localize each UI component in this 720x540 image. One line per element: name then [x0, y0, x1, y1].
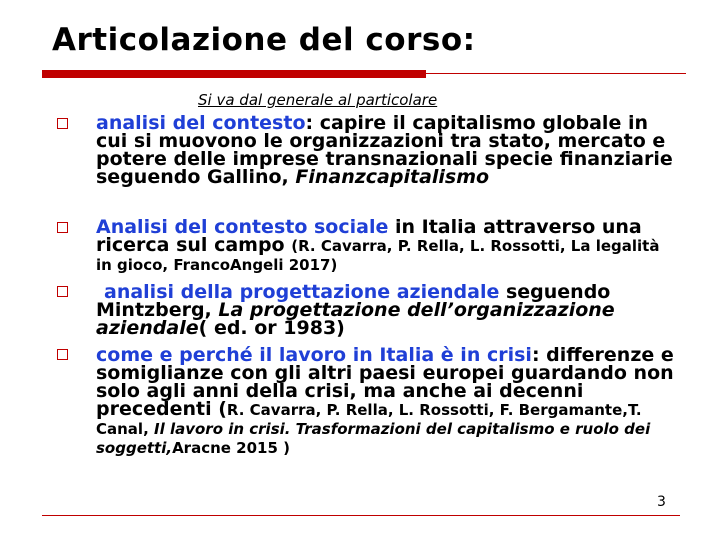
list-item: [96, 114, 676, 186]
book-title: Finanzcapitalismo: [295, 166, 490, 188]
item-reference: R. Cavarra, P. Rella, L. Rossotti, F. Bergamante,T. Canal,: [96, 401, 642, 438]
item-reference: (R. Cavarra, P. Rella, L. Rossotti, La legalità in gioco, FrancoAngeli 2017): [96, 237, 660, 274]
slide-title: Articolazione del corso:: [52, 22, 476, 58]
list-item: [96, 346, 676, 457]
bullet-square-icon: [57, 118, 68, 129]
page-number: 3: [657, 494, 666, 510]
item-text: in Italia attraverso una ricerca sul campo: [96, 216, 642, 256]
bullet-square-icon: [57, 286, 68, 297]
item-text: : capire il capitalismo globale in cui si muovono le organizzazioni tra stato, mercato e potere delle imprese transnazionali specie finanziarie seguendo Gallino,: [96, 112, 673, 188]
list-item: [96, 283, 676, 337]
bullet-square-icon: [57, 222, 68, 233]
item-text: ( ed. or 1983): [198, 317, 345, 339]
item-heading: analisi del contesto: [96, 112, 306, 134]
title-underline-line: [426, 73, 686, 74]
item-text: seguendo Mintzberg,: [96, 281, 611, 321]
list-item: [96, 218, 676, 274]
book-title: Il lavoro in crisi. Trasformazioni del capitalismo e ruolo dei soggetti,: [96, 420, 651, 457]
book-title: La progettazione dell’organizzazione aziendale: [96, 299, 615, 339]
title-underline-bar: [42, 70, 426, 78]
item-heading: come e perché il lavoro in Italia è in crisi: [96, 344, 532, 366]
footer-rule: [42, 515, 680, 516]
bullet-square-icon: [57, 349, 68, 360]
item-heading: analisi della progettazione aziendale: [104, 281, 500, 303]
item-reference: Aracne 2015 ): [172, 439, 290, 457]
item-text: : differenze e somiglianze con gli altri paesi europei guardando non solo agli anni della crisi, ma anche ai decenni precedenti (: [96, 344, 674, 420]
slide-subtitle: Si va dal generale al particolare: [198, 91, 438, 109]
item-heading: Analisi del contesto sociale: [96, 216, 389, 238]
